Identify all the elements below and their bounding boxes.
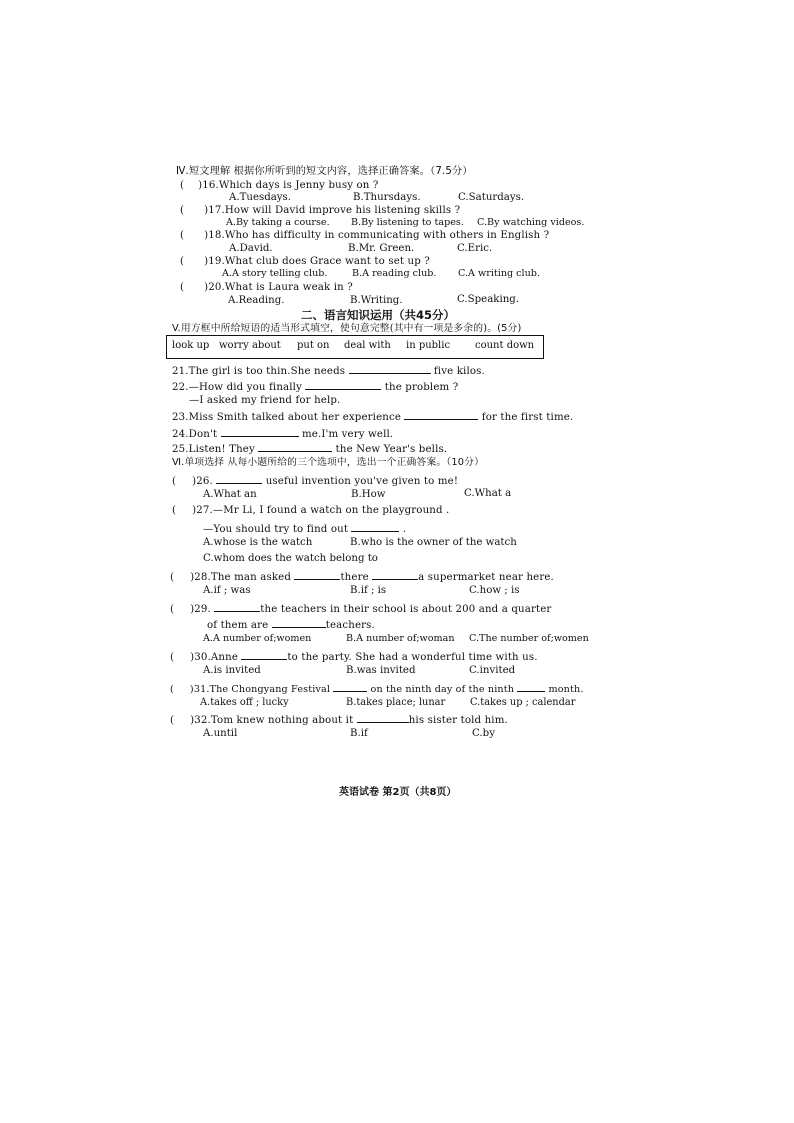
option-b: B.Thursdays. [353,192,421,203]
question-text-after: the New Year's bells. [335,444,448,455]
option-a: A.takes off ; lucky [200,697,289,708]
question-number: 29. [194,604,211,615]
question-27-line-2 [203,521,406,536]
answer-blank[interactable] [241,649,287,660]
option-b: B.Mr. Green. [348,243,415,254]
answer-paren-open[interactable]: ( [172,476,177,487]
question-29-line-2 [207,617,375,632]
answer-paren-open[interactable]: ( [170,604,175,615]
answer-blank-1[interactable] [294,569,340,580]
option-a: A.What an [203,489,257,500]
question-number: 31.The Chongyang Festival [193,684,331,695]
answer-blank-1[interactable] [333,681,367,692]
phrase-in-public: in public [406,340,451,351]
answer-paren-open[interactable]: ( [180,205,185,216]
question-20 [180,282,353,294]
question-text: to the party. She had a wonderful time with us. [287,652,538,663]
option-c: C.Speaking. [457,294,520,305]
option-a: A.until [203,728,238,739]
answer-paren-close: ) [190,715,195,726]
answer-paren-open[interactable]: ( [180,282,185,293]
question-28 [170,569,554,584]
answer-paren-open[interactable]: ( [170,652,175,663]
question-stem: 20.What is Laura weak in ? [208,282,353,293]
answer-paren-open[interactable]: ( [170,684,174,695]
option-c: C.Eric. [457,243,493,254]
question-text-mid: on the ninth day of the ninth [370,684,515,695]
question-32 [170,712,508,727]
answer-blank[interactable] [221,426,299,437]
phrase-count-down: count down [475,340,535,351]
option-b: B.How [351,489,386,500]
phrase-box [166,335,544,359]
question-text: a supermarket near here. [418,572,554,583]
answer-blank[interactable] [305,379,381,390]
option-c: C.takes up ; calendar [470,697,576,708]
question-number: 26. [196,476,213,487]
question-text: month. [548,684,584,695]
question-stem: 18.Who has difficulty in communicating with others in English ? [208,230,550,241]
question-stem: 19.What club does Grace want to set up ? [208,256,430,267]
answer-paren-close: ) [189,684,194,695]
answer-blank[interactable] [216,473,262,484]
option-b: B.Writing. [350,295,403,306]
question-text-after: the problem ? [384,382,459,393]
question-text: his sister told him. [408,715,508,726]
answer-paren-open[interactable]: ( [180,256,185,267]
option-a: A.A story telling club. [222,268,328,279]
option-a: A.Reading. [228,295,285,306]
answer-blank[interactable] [349,363,431,374]
phrase-put-on: put on [297,340,330,351]
question-text: —You should try to find out [203,524,349,535]
option-b: B.A reading club. [352,268,437,279]
question-26 [172,473,458,488]
question-31 [170,681,584,696]
question-stem: 27.—Mr Li, I found a watch on the playground . [196,505,450,516]
question-29 [170,601,551,616]
question-22-answer-line: —I asked my friend for help. [189,395,341,406]
option-c: C.invited [469,665,516,676]
answer-blank-2[interactable] [372,569,418,580]
answer-blank[interactable] [214,601,260,612]
option-b: B.takes place; lunar [346,697,446,708]
option-c: C.how ; is [469,585,520,596]
question-23 [172,409,573,424]
answer-paren-close: ) [190,572,195,583]
question-stem: 16.Which days is Jenny busy on ? [202,180,379,191]
option-c: C.by [472,728,495,739]
answer-blank[interactable] [272,617,326,628]
part-2-heading: 二、语言知识运用（共45分） [301,308,456,322]
section-4-title: Ⅳ.短文理解 根据你所听到的短文内容，选择正确答案。（7.5分） [176,166,473,177]
answer-paren-close: ) [204,256,209,267]
answer-blank[interactable] [404,409,478,420]
question-text-after: for the first time. [481,412,574,423]
question-text: useful invention you've given to me! [265,476,459,487]
option-c: C.whom does the watch belong to [203,553,378,564]
question-text: 23.Miss Smith talked about her experience [172,412,402,423]
answer-blank[interactable] [258,441,332,452]
option-b: B.was invited [346,665,416,676]
answer-blank[interactable] [351,521,399,532]
question-30 [170,649,538,664]
option-a: A.whose is the watch [203,537,313,548]
question-text-after: five kilos. [433,366,485,377]
answer-paren-close: ) [192,505,197,516]
question-text: of them are [207,620,269,631]
question-text-mid: there [340,572,369,583]
answer-paren-open[interactable]: ( [170,715,175,726]
phrase-deal-with: deal with [344,340,391,351]
answer-paren-close: ) [190,652,195,663]
question-number: 28.The man asked [194,572,292,583]
option-a: A.is invited [203,665,261,676]
option-a: A.By taking a course. [226,217,330,228]
answer-paren-open[interactable]: ( [172,505,177,516]
question-text: 25.Listen! They [172,444,255,455]
answer-paren-close: ) [192,476,197,487]
answer-blank[interactable] [357,712,409,723]
phrase-look-up: look up [172,340,210,351]
option-c: C.By watching videos. [477,217,585,228]
answer-paren-open[interactable]: ( [180,180,185,191]
answer-paren-open[interactable]: ( [170,572,175,583]
answer-paren-open[interactable]: ( [180,230,185,241]
option-a: A.A number of;women [203,633,312,644]
answer-paren-close: ) [204,205,209,216]
option-c: C.Saturdays. [458,192,525,203]
question-text: 22.—How did you finally [172,382,302,393]
answer-paren-close: ) [204,282,209,293]
question-text-after: me.I'm very well. [301,429,394,440]
phrase-worry-about: worry about [219,340,281,351]
option-b: B.By listening to tapes. [351,217,464,228]
option-c: C.The number of;women [469,633,589,644]
option-a: A.Tuesdays. [229,192,292,203]
option-b: B.who is the owner of the watch [350,537,517,548]
question-19 [180,256,430,268]
option-c: C.A writing club. [458,268,540,279]
question-text: 24.Don't [172,429,218,440]
question-16 [180,180,379,192]
option-c: C.What a [464,488,512,499]
question-number: 32.Tom knew nothing about it [194,715,354,726]
option-b: B.if ; is [350,585,387,596]
question-17 [180,205,460,217]
question-22 [172,379,458,394]
question-27 [172,505,449,517]
question-text: the teachers in their school is about 200 and a quarter [260,604,552,615]
answer-paren-close: ) [190,604,195,615]
option-a: A.if ; was [203,585,251,596]
section-6-title: Ⅵ.单项选择 从每小题所给的三个选项中，选出一个正确答案。（10分） [172,457,485,468]
question-24 [172,426,393,441]
option-b: B.A number of;woman [346,633,455,644]
question-text-after: . [402,524,407,535]
answer-paren-close: ) [204,230,209,241]
question-25 [172,441,447,456]
question-text-after: teachers. [325,620,375,631]
answer-paren-close: ) [198,180,203,191]
page-footer: 英语试卷 第2页（共8页） [339,787,457,798]
answer-blank-2[interactable] [517,681,545,692]
option-a: A.David. [229,243,273,254]
question-number: 30.Anne [194,652,239,663]
section-5-title: V.用方框中所给短语的适当形式填空，使句意完整(其中有一项是多余的)。(5分) [172,323,522,334]
question-stem: 17.How will David improve his listening skills ? [208,205,461,216]
question-18 [180,230,549,242]
question-text: 21.The girl is too thin.She needs [172,366,346,377]
question-21 [172,363,485,378]
option-b: B.if [350,728,368,739]
